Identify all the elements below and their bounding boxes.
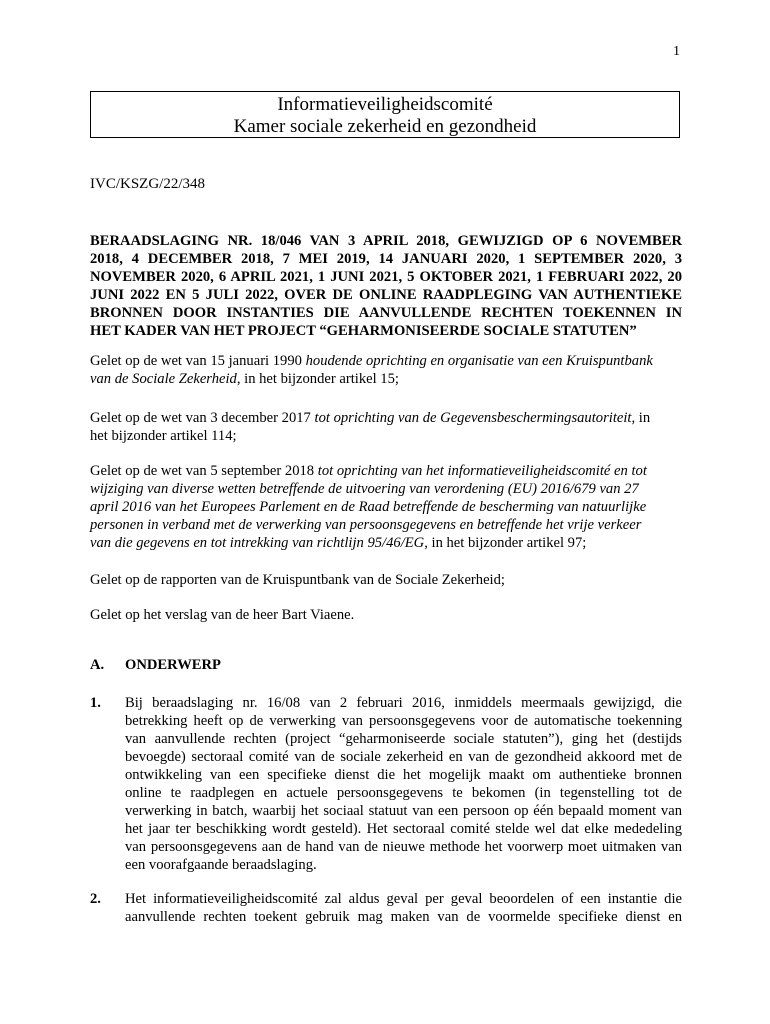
paragraph-line: Het informatieveiligheidscomité zal aldus geval per geval beoordelen of een instantie die <box>125 891 682 907</box>
chamber-name: Kamer sociale zekerheid en gezondheid <box>233 116 537 137</box>
text: het bijzonder artikel 114; <box>90 428 237 444</box>
paragraph-line: verwerking in batch, waarbij het sociaal statuut van een persoon op één bepaald moment van <box>125 803 682 819</box>
text: Gelet op de wet van 5 september 2018 <box>90 463 318 479</box>
law-title: van de Sociale Zekerheid <box>90 371 237 387</box>
section-number: A. <box>90 657 105 673</box>
section-heading <box>90 657 221 674</box>
paragraph-number: 2. <box>90 891 101 907</box>
consideration-4 <box>90 571 682 589</box>
paragraph-line: bevoegde) sectoraal comité van de sociale zekerheid en van de gezondheid akkoord met de <box>125 749 682 765</box>
text: , in het bijzonder artikel 15; <box>236 371 399 387</box>
law-title: tot oprichting van de Gegevensbeschermingsautoriteit <box>314 410 632 426</box>
law-title: van die gegevens en tot intrekking van richtlijn 95/46/EG <box>90 535 425 551</box>
text: , in <box>631 410 651 426</box>
paragraph-line: ontwikkeling van een specifieke dienst die het mogelijk maakt om authentieke bronnen <box>125 767 682 783</box>
text: , in het bijzonder artikel 97; <box>424 535 587 551</box>
deliberation-heading <box>90 232 682 340</box>
paragraph-line: van aanvullende rechten (project “geharmoniseerde sociale statuten”), ging het (destijds <box>125 731 682 747</box>
law-title: tot oprichting van het informatieveiligheidscomité en tot <box>317 463 647 479</box>
paragraph-number: 1. <box>90 695 101 711</box>
text: Gelet op het verslag van de heer Bart Viaene. <box>90 607 355 623</box>
law-title: april 2016 van het Europees Parlement en de Raad betreffende de bescherming van natuurlijke <box>90 499 647 515</box>
heading-line: BERAADSLAGING NR. 18/046 VAN 3 APRIL 2018, GEWIJZIGD OP 6 NOVEMBER <box>90 233 682 249</box>
text: Gelet op de wet van 3 december 2017 <box>90 410 315 426</box>
paragraph-line: online te raadplegen en actuele persoonsgegevens te bekomen (in tegenstelling tot de <box>125 785 682 801</box>
paragraph-line: het jaar ter beschikking wordt gesteld). Het sectoraal comité stelde wel dat elke mededeling <box>125 821 682 837</box>
committee-name: Informatieveiligheidscomité <box>277 94 493 115</box>
paragraph-line: Bij beraadslaging nr. 16/08 van 2 februari 2016, inmiddels meermaals gewijzigd, die <box>125 695 682 711</box>
paragraph-line: aanvullende rechten toekent gebruik mag maken van de voormelde specifieke dienst en <box>125 909 682 925</box>
text: Gelet op de wet van 15 januari 1990 <box>90 353 306 369</box>
paragraph-line: betrekking heeft op de verwerking van persoonsgegevens voor de automatische toekenning <box>125 713 682 729</box>
paragraph-line: van persoonsgegevens aan de hand van de nieuwe methode het voorwerp moet uitmaken van <box>125 839 682 855</box>
consideration-3 <box>90 462 682 552</box>
section-title: ONDERWERP <box>125 657 221 673</box>
law-title: personen in verband met de verwerking van persoonsgegevens en betreffende het vrije verkeer <box>90 517 642 533</box>
heading-line: NOVEMBER 2020, 6 APRIL 2021, 1 JUNI 2021, 5 OKTOBER 2021, 1 FEBRUARI 2022, 20 <box>90 269 682 285</box>
heading-line: HET KADER VAN HET PROJECT “GEHARMONISEERDE SOCIALE STATUTEN” <box>90 323 637 339</box>
paragraph-line: een voorafgaande beraadslaging. <box>125 857 317 873</box>
heading-line: JUNI 2022 EN 5 JULI 2022, OVER DE ONLINE RAADPLEGING VAN AUTHENTIEKE <box>90 287 682 303</box>
consideration-5 <box>90 606 682 624</box>
heading-line: 2018, 4 DECEMBER 2018, 7 MEI 2019, 14 JANUARI 2020, 1 SEPTEMBER 2020, 3 <box>90 251 682 267</box>
text: Gelet op de rapporten van de Kruispuntbank van de Sociale Zekerheid; <box>90 572 505 588</box>
law-title: wijziging van diverse wetten betreffende de uitvoering van verordening (EU) 2016/679 van 27 <box>90 481 639 497</box>
committee-title-box <box>90 91 680 138</box>
consideration-1 <box>90 352 682 388</box>
document-reference: IVC/KSZG/22/348 <box>90 176 206 192</box>
law-title: houdende oprichting en organisatie van een Kruispuntbank <box>305 353 653 369</box>
heading-line: BRONNEN DOOR INSTANTIES DIE AANVULLENDE RECHTEN TOEKENNEN IN <box>90 305 682 321</box>
page-number: 1 <box>673 44 680 59</box>
consideration-2 <box>90 409 682 445</box>
